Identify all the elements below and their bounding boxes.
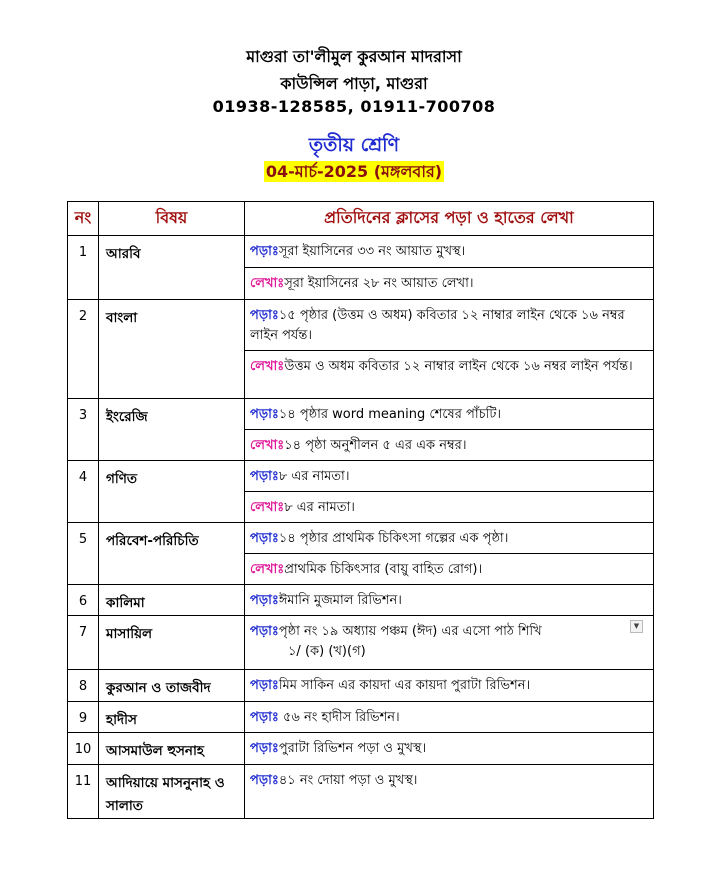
- dropdown-arrow-icon[interactable]: ▼: [630, 620, 643, 633]
- write-label: লেখাঃ: [250, 359, 285, 374]
- row-number: 5: [68, 523, 99, 585]
- table-row: [68, 670, 654, 702]
- write-label: লেখাঃ: [250, 438, 285, 453]
- row-reading-task: [245, 702, 654, 733]
- row-writing-task: [245, 268, 654, 300]
- write-text: প্রাথমিক চিকিৎসার (বায়ু বাহিত রোগ)।: [284, 562, 483, 577]
- read-text: ১৫ পৃষ্ঠার (উত্তম ও অধম) কবিতার ১২ নাম্বার লাইন থেকে ১৬ নম্বর লাইন পর্যন্ত।: [250, 308, 625, 343]
- read-label: পড়াঃ: [250, 593, 279, 608]
- row-reading-task: [245, 399, 654, 430]
- row-reading-task: [245, 300, 654, 351]
- row-reading-task: [245, 765, 654, 819]
- table-row: [68, 300, 654, 351]
- row-subject: কালিমা: [99, 585, 245, 616]
- read-text: ৮ এর নামতা।: [278, 469, 350, 484]
- write-text: ১৪ পৃষ্ঠা অনুশীলন ৫ এর এক নম্বর।: [284, 438, 467, 453]
- row-reading-task: [245, 616, 654, 670]
- header-subject: বিষয়: [99, 202, 245, 236]
- row-writing-task: [245, 554, 654, 585]
- write-text: সূরা ইয়াসিনের ২৮ নং আয়াত লেখা।: [284, 276, 474, 291]
- read-label: পড়াঃ: [250, 531, 279, 546]
- row-subject: পরিবেশ-পরিচিতি: [99, 523, 245, 585]
- row-reading-task: [245, 670, 654, 702]
- read-label: পড়াঃ: [250, 469, 279, 484]
- row-subject: আদিয়ায়ে মাসনুনাহ ও সালাত: [99, 765, 245, 819]
- row-number: 11: [68, 765, 99, 819]
- row-number: 7: [68, 616, 99, 670]
- read-label: পড়াঃ: [250, 624, 279, 639]
- row-subject: ইংরেজি: [99, 399, 245, 461]
- write-label: লেখাঃ: [250, 562, 285, 577]
- write-label: লেখাঃ: [250, 500, 285, 515]
- row-writing-task: [245, 492, 654, 523]
- read-text: ৫৬ নং হাদীস রিভিশন।: [278, 710, 400, 725]
- row-subject: মাসায়িল: [99, 616, 245, 670]
- row-subject: আসমাউল হুসনাহ: [99, 733, 245, 765]
- row-number: 9: [68, 702, 99, 733]
- write-label: লেখাঃ: [250, 276, 285, 291]
- row-reading-task: [245, 461, 654, 492]
- date-highlight: 04-মার্চ-2025 (মঙ্গলবার): [265, 162, 443, 181]
- row-number: 6: [68, 585, 99, 616]
- read-text-extra: ১/ (ক) (খ)(গ): [288, 644, 366, 659]
- table-row: [68, 702, 654, 733]
- table-row: [68, 616, 654, 670]
- read-label: পড়াঃ: [250, 678, 279, 693]
- row-number: 1: [68, 236, 99, 300]
- read-label: পড়াঃ: [250, 741, 279, 756]
- table-header-row: [68, 202, 654, 236]
- read-text: মিম সাকিন এর কায়দা এর কায়দা পুরাটা রিভিশন।: [278, 678, 531, 693]
- write-text: উত্তম ও অধম কবিতার ১২ নাম্বার লাইন থেকে ১৬ নম্বর লাইন পর্যন্ত।: [284, 359, 633, 374]
- school-address: কাউন্সিল পাড়া, মাগুরা: [280, 74, 428, 93]
- read-label: পড়াঃ: [250, 773, 279, 788]
- row-reading-task: [245, 236, 654, 268]
- row-subject: হাদীস: [99, 702, 245, 733]
- read-text: পৃষ্ঠা নং ১৯ অধ্যায় পঞ্চম (ঈদ) এর এসো পাঠ শিখি: [278, 624, 542, 639]
- table-row: [68, 523, 654, 554]
- row-number: 10: [68, 733, 99, 765]
- read-label: পড়াঃ: [250, 407, 279, 422]
- row-number: 4: [68, 461, 99, 523]
- table-row: [68, 236, 654, 268]
- row-number: 8: [68, 670, 99, 702]
- read-text: পুরাটা রিভিশন পড়া ও মুখস্থ।: [278, 741, 427, 756]
- read-label: পড়াঃ: [250, 244, 279, 259]
- row-writing-task: [245, 351, 654, 399]
- header-task: প্রতিদিনের ক্লাসের পড়া ও হাতের লেখা: [245, 202, 654, 236]
- row-reading-task: [245, 523, 654, 554]
- header-no: নং: [68, 202, 99, 236]
- read-text: সূরা ইয়াসিনের ৩৩ নং আয়াত মুখস্থ।: [278, 244, 466, 259]
- table-row: [68, 399, 654, 430]
- read-text: ১৪ পৃষ্ঠার word meaning শেষের পাঁচটি।: [278, 407, 502, 422]
- read-label: পড়াঃ: [250, 710, 279, 725]
- row-number: 3: [68, 399, 99, 461]
- table-row: [68, 461, 654, 492]
- table-row: [68, 765, 654, 819]
- read-text: ৪১ নং দোয়া পড়া ও মুখস্থ।: [278, 773, 418, 788]
- read-text: ১৪ পৃষ্ঠার প্রাথমিক চিকিৎসা গল্পের এক পৃষ্ঠা।: [278, 531, 509, 546]
- row-subject: বাংলা: [99, 300, 245, 399]
- write-text: ৮ এর নামতা।: [284, 500, 355, 515]
- row-subject: আরবি: [99, 236, 245, 300]
- row-writing-task: [245, 430, 654, 461]
- schedule-table: [67, 201, 654, 819]
- row-number: 2: [68, 300, 99, 399]
- row-subject: গণিত: [99, 461, 245, 523]
- row-reading-task: [245, 733, 654, 765]
- school-name: মাগুরা তা'লীমুল কুরআন মাদরাসা: [246, 47, 462, 66]
- phone-numbers: 01938-128585, 01911-700708: [212, 97, 496, 116]
- read-text: ঈমানি মুজমাল রিভিশন।: [278, 593, 402, 608]
- class-title: তৃতীয় শ্রেণি: [308, 134, 400, 156]
- read-label: পড়াঃ: [250, 308, 279, 323]
- table-row: [68, 585, 654, 616]
- table-row: [68, 733, 654, 765]
- row-reading-task: [245, 585, 654, 616]
- row-subject: কুরআন ও তাজবীদ: [99, 670, 245, 702]
